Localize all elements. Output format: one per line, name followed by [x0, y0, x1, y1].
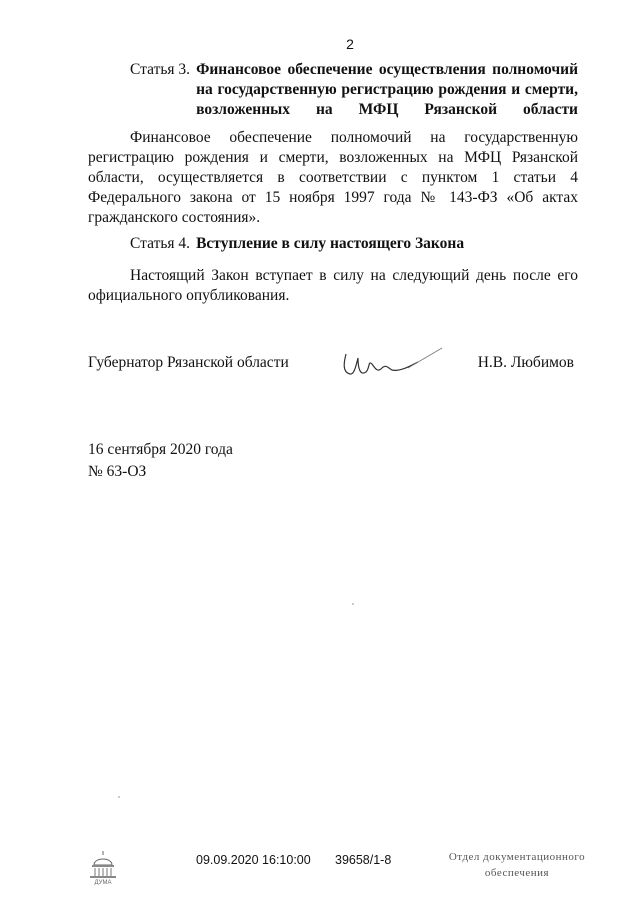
- article-4-body: Настоящий Закон вступает в силу на следующий день после его официального опубликования.: [88, 267, 578, 304]
- article-3-body-block: [88, 128, 578, 228]
- article-4: [88, 234, 578, 254]
- article-4-body-block: [88, 266, 578, 306]
- signature-row: [88, 352, 578, 392]
- article-3-title: Финансовое обеспечение осуществления полномочий на государственную регистрацию рождения и смерти, возложенных на МФЦ Рязанской области: [196, 61, 578, 118]
- emblem-text: ДУМА: [94, 880, 112, 885]
- handwritten-signature: [338, 346, 448, 382]
- law-number: № 63-ОЗ: [88, 463, 147, 480]
- article-4-heading: [88, 234, 578, 254]
- signatory-position: Губернатор Рязанской области: [88, 354, 289, 371]
- department-stamp: Отдел документационного обеспечения: [448, 851, 586, 879]
- article-3-label: Статья 3.: [130, 61, 191, 78]
- adoption-info: [88, 439, 233, 483]
- registration-datetime: 09.09.2020 16:10:00: [196, 853, 311, 867]
- scan-speck: [352, 603, 354, 605]
- page-number: 2: [346, 36, 354, 52]
- article-4-label: Статья 4.: [130, 235, 191, 252]
- article-4-title: Вступление в силу настоящего Закона: [196, 235, 465, 252]
- scan-speck: [118, 796, 120, 798]
- adoption-date: 16 сентября 2020 года: [88, 441, 233, 458]
- duma-emblem-icon: [86, 849, 120, 885]
- signatory-name: Н.В. Любимов: [477, 354, 574, 371]
- article-3-heading: [88, 60, 578, 120]
- article-3: [88, 60, 578, 120]
- registration-footer: [0, 845, 640, 895]
- registration-number: 39658/1-8: [335, 853, 392, 867]
- article-3-body: Финансовое обеспечение полномочий на государственную регистрацию рождения и смерти, возложенных на МФЦ Рязанской области, осуществляется в соответствии с пунктом 1 статьи 4 Федерального закона от 15 ноября 1997 года № 143-ФЗ «Об актах гражданского состояния».: [88, 129, 578, 226]
